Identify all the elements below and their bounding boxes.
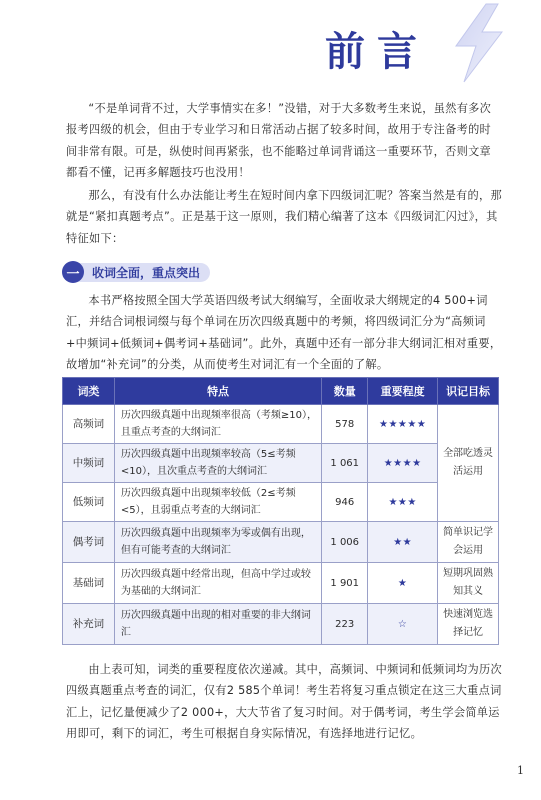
cell-category: 补充词 bbox=[63, 604, 115, 645]
table-row bbox=[63, 604, 499, 645]
intro-paragraph-1: “不是单词背不过，大学事情实在多！”没错，对于大多数考生来说，虽然有多次报考四级的机会，但由于专业学习和日常活动占据了较多时间，故用于专注备考的时间非常有限。可是，纵使时间再紧张，也不能略过单词背诵这一重要环节，否则文章都看不懂，记再多解题技巧也没用！ bbox=[66, 102, 492, 179]
column-header-feature: 特点 bbox=[114, 378, 321, 405]
cell-feature: 历次四级真题中出现频率很高（考频≥10），且重点考查的大纲词汇 bbox=[114, 405, 321, 444]
cell-importance: ★★ bbox=[368, 522, 438, 563]
column-header-category: 词类 bbox=[63, 378, 115, 405]
page-number: 1 bbox=[517, 764, 524, 777]
cell-goal: 简单识记学会运用 bbox=[438, 522, 499, 563]
cell-feature: 历次四级真题中经常出现，但高中学过或较为基础的大纲词汇 bbox=[114, 563, 321, 604]
column-header-goal: 识记目标 bbox=[438, 378, 499, 405]
table-row bbox=[63, 405, 499, 444]
vocabulary-table bbox=[62, 377, 499, 645]
cell-count: 1 061 bbox=[322, 444, 368, 483]
column-header-importance: 重要程度 bbox=[368, 378, 438, 405]
cell-feature: 历次四级真题中出现频率较低（2≤考频<5），且弱重点考查的大纲词汇 bbox=[114, 483, 321, 522]
cell-feature: 历次四级真题中出现频率为零或偶有出现，但有可能考查的大纲词汇 bbox=[114, 522, 321, 563]
cell-category: 低频词 bbox=[63, 483, 115, 522]
table-row bbox=[63, 483, 499, 522]
cell-goal: 快速浏览选择记忆 bbox=[438, 604, 499, 645]
cell-goal: 短期巩固熟知其义 bbox=[438, 563, 499, 604]
table-row bbox=[63, 522, 499, 563]
cell-count: 1 901 bbox=[322, 563, 368, 604]
cell-importance: ★ bbox=[368, 563, 438, 604]
intro-paragraph-2: 那么，有没有什么办法能让考生在短时间内拿下四级词汇呢？答案当然是有的，那就是“紧扣真题考点”。正是基于这一原则，我们精心编著了这本《四级词汇闪过》，其特征如下： bbox=[66, 189, 502, 245]
cell-importance: ☆ bbox=[368, 604, 438, 645]
cell-category: 偶考词 bbox=[63, 522, 115, 563]
summary-paragraph: 由上表可知，词类的重要程度依次递减。其中，高频词、中频词和低频词均为历次四级真题重点考查的词汇，仅有2 585个单词！考生若将复习重点锁定在这三大重点词汇上，记忆量便减少了2 000+，大大节省了复习时间。对于偶考词，考生学会简单运用即可，剩下的词汇，考生可根据自身实际情况，有选择地进行记忆。 bbox=[66, 663, 502, 740]
cell-category: 中频词 bbox=[63, 444, 115, 483]
cell-count: 223 bbox=[322, 604, 368, 645]
column-header-count: 数量 bbox=[322, 378, 368, 405]
cell-feature: 历次四级真题中出现的相对重要的非大纲词汇 bbox=[114, 604, 321, 645]
cell-count: 578 bbox=[322, 405, 368, 444]
section-body-paragraph: 本书严格按照全国大学英语四级考试大纲编写，全面收录大纲规定的4 500+词汇，并结合词根词缀与每个单词在历次四级真题中的考频，将四级词汇分为“高频词+中频词+低频词+偶考词+基础词”。此外，真题中还有一部分非大纲词汇相对重要，故增加“补充词”的分类，从而使考生对词汇有一个全面的了解。 bbox=[66, 294, 502, 371]
cell-importance: ★★★ bbox=[368, 483, 438, 522]
cell-category: 基础词 bbox=[63, 563, 115, 604]
cell-count: 946 bbox=[322, 483, 368, 522]
table-row bbox=[63, 444, 499, 483]
page-title: 前言 bbox=[325, 29, 429, 75]
table-row bbox=[63, 563, 499, 604]
section-number-badge: 一 bbox=[62, 261, 84, 283]
cell-importance: ★★★★★ bbox=[368, 405, 438, 444]
section-title: 收词全面，重点突出 bbox=[92, 265, 201, 280]
cell-goal: 全部吃透灵活运用 bbox=[438, 405, 499, 522]
cell-feature: 历次四级真题中出现频率较高（5≤考频<10），且次重点考查的大纲词汇 bbox=[114, 444, 321, 483]
cell-importance: ★★★★ bbox=[368, 444, 438, 483]
table-header-row bbox=[63, 378, 499, 405]
cell-count: 1 006 bbox=[322, 522, 368, 563]
lightning-bolt-icon bbox=[448, 2, 510, 84]
cell-category: 高频词 bbox=[63, 405, 115, 444]
section-heading bbox=[62, 260, 200, 284]
